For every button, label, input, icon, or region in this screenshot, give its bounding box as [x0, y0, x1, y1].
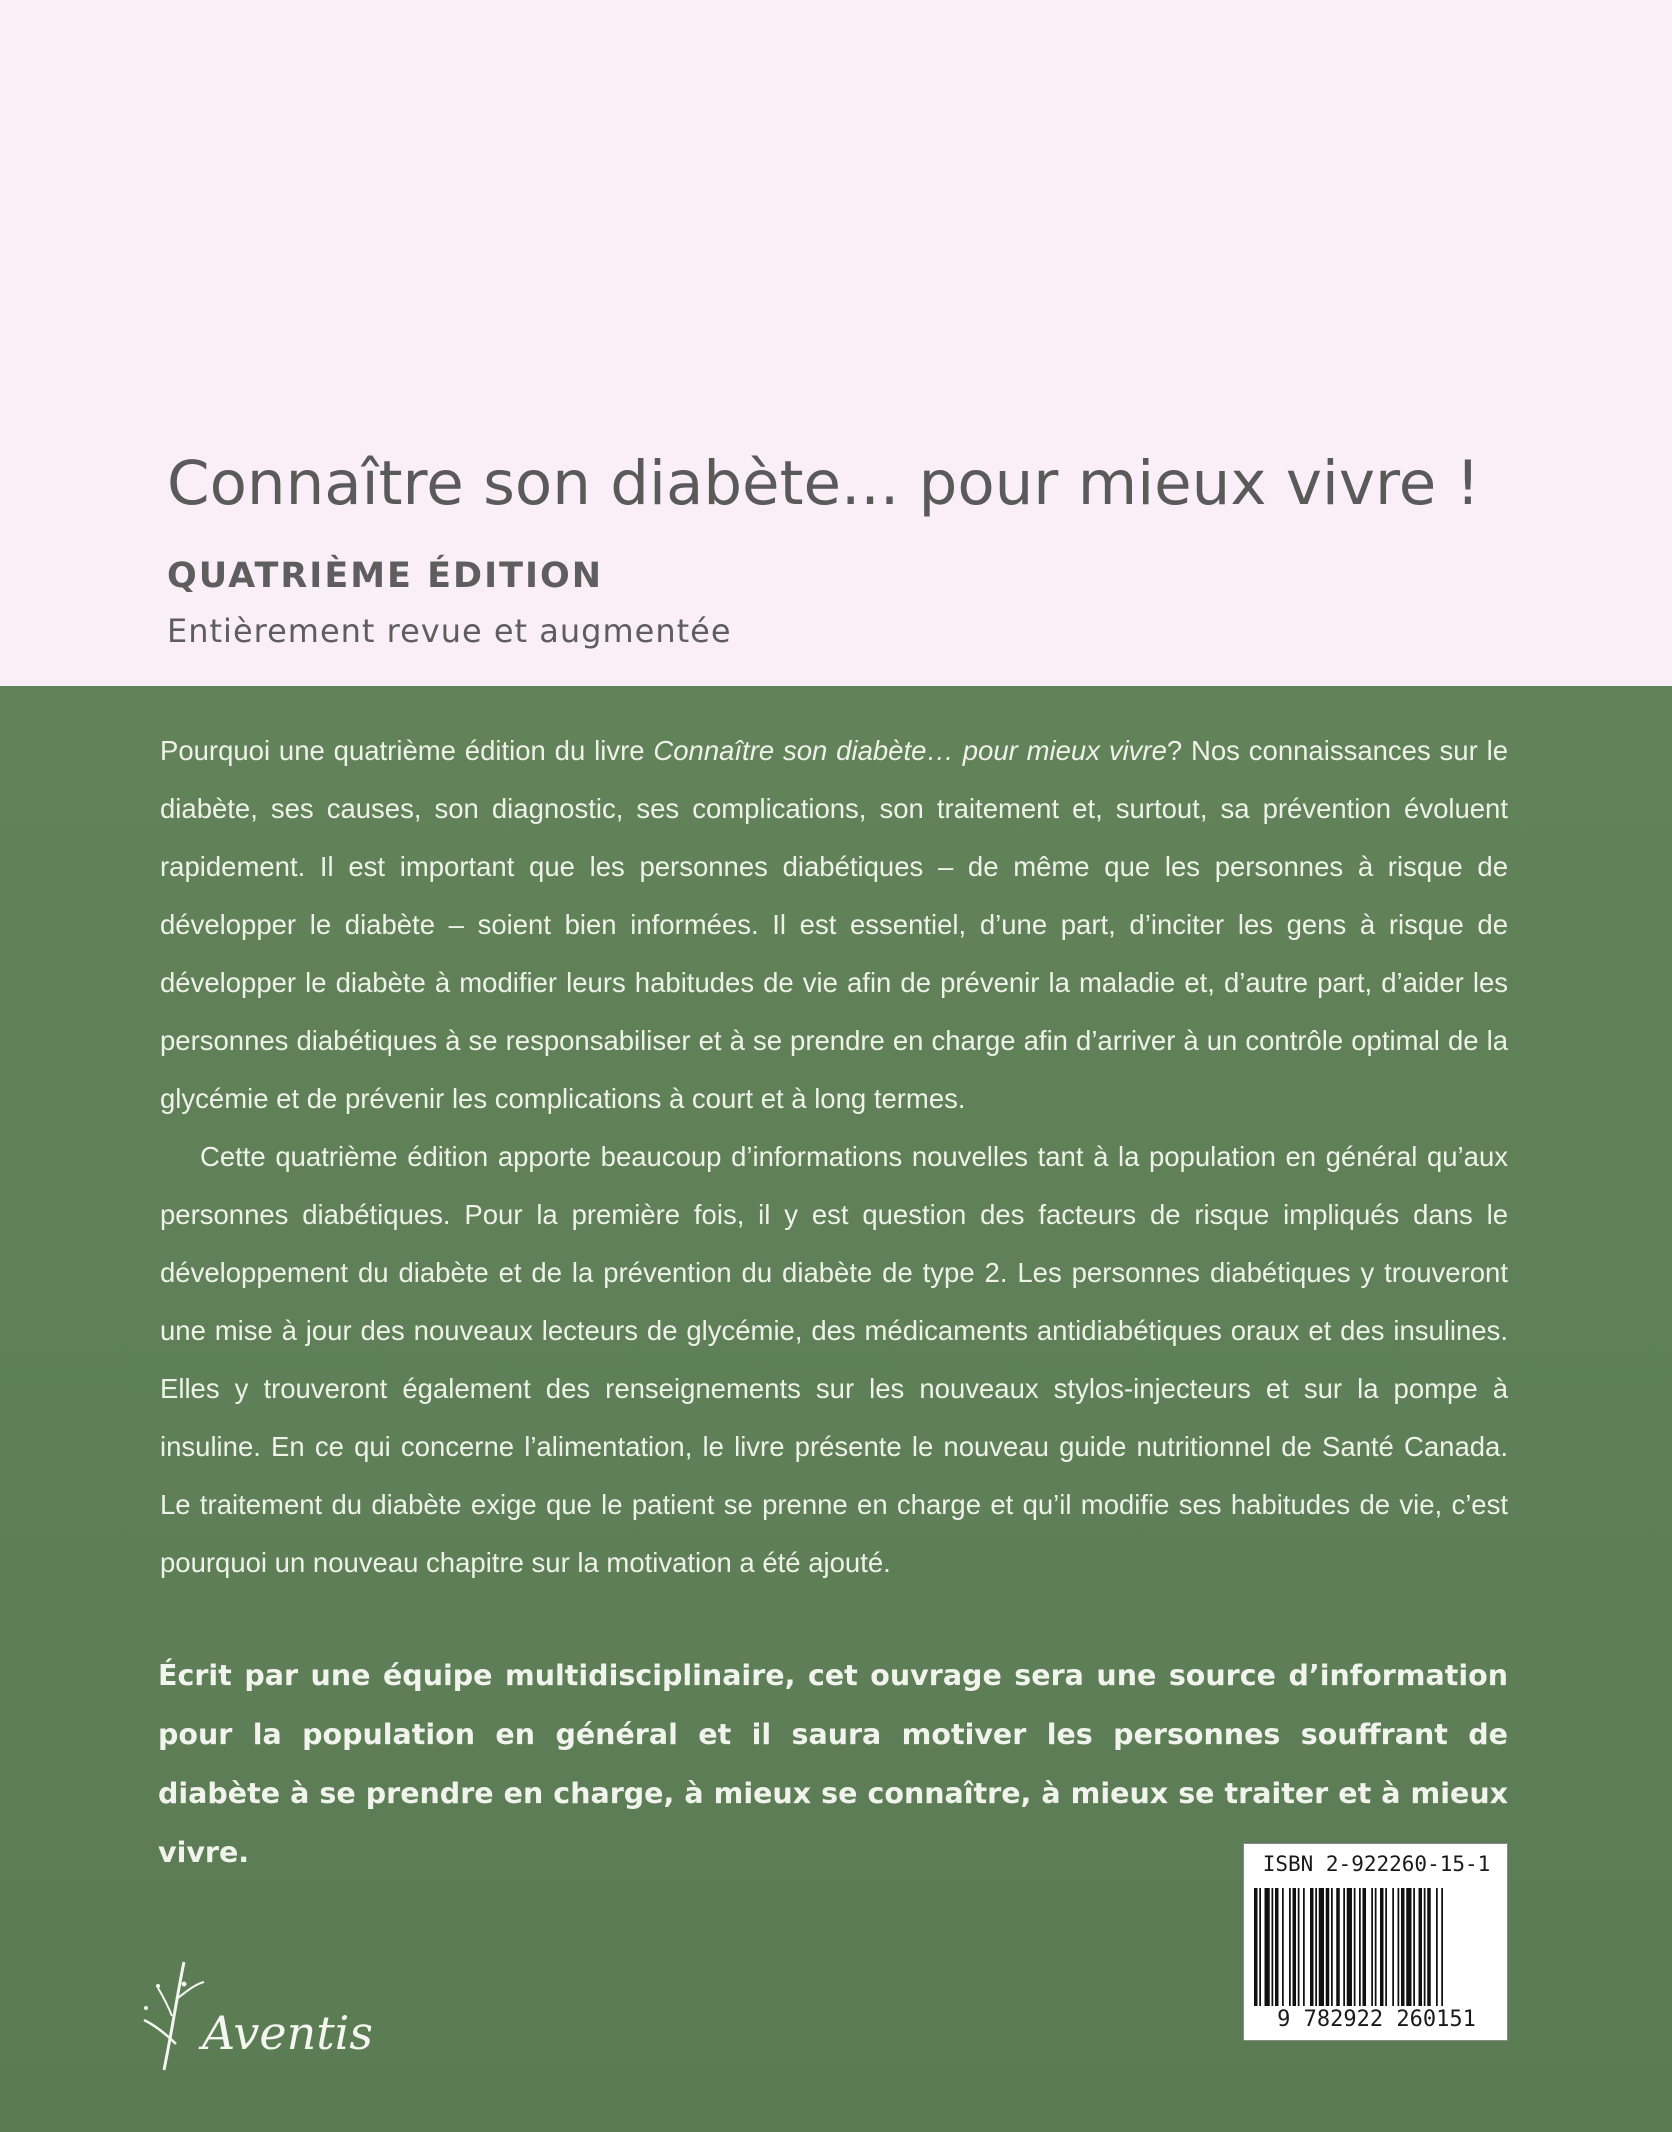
barcode-bar	[1385, 1888, 1387, 2006]
barcode-bar	[1326, 1888, 1330, 2006]
barcode-bar	[1380, 1888, 1384, 2006]
barcode-bar	[1371, 1888, 1373, 2006]
barcode-bars	[1254, 1888, 1498, 2006]
barcode-bar	[1398, 1888, 1400, 2006]
top-panel	[0, 0, 1672, 686]
barcode-bar	[1375, 1888, 1377, 2006]
barcode-bar	[1424, 1888, 1426, 2006]
barcode-bar	[1315, 1888, 1317, 2006]
barcode-bar	[1354, 1888, 1356, 2006]
barcode-bar	[1363, 1888, 1367, 2006]
barcode-bar	[1331, 1888, 1333, 2006]
barcode-bar	[1392, 1888, 1394, 2006]
barcode-bar	[1293, 1888, 1297, 2006]
barcode-bar	[1289, 1888, 1291, 2006]
isbn-number: ISBN 2-922260-15-1	[1262, 1852, 1491, 1876]
paragraph-1-start: Pourquoi une quatrième édition du livre	[160, 735, 654, 766]
edition-subtitle: Entièrement revue et augmentée	[167, 612, 732, 650]
barcode-bar	[1254, 1888, 1258, 2006]
barcode-bar	[1298, 1888, 1300, 2006]
barcode-bar	[1282, 1888, 1284, 2006]
barcode-bar	[1436, 1888, 1438, 2006]
paragraph-1-book-title: Connaître son diabète… pour mieux vivre	[653, 735, 1167, 766]
barcode-bar	[1310, 1888, 1314, 2006]
publisher-logo	[138, 1960, 373, 2080]
barcode-bar	[1343, 1888, 1345, 2006]
book-title: Connaître son diabète... pour mieux vivre !	[167, 448, 1481, 519]
barcode-bar	[1359, 1888, 1361, 2006]
publisher-name: Aventis	[202, 2006, 373, 2060]
barcode-bar	[1406, 1888, 1411, 2006]
closing-paragraph: Écrit par une équipe multidisciplinaire, cet ouvrage sera une source d’information pour la population en général et il saura motiver les personnes souffrant de diabète à se prendre en charge, à mieux se connaître, à mieux se traiter et à mieux vivre.	[158, 1659, 1508, 1869]
barcode-bar	[1419, 1888, 1423, 2006]
barcode-bar	[1265, 1888, 1270, 2006]
barcode-bar	[1336, 1888, 1340, 2006]
barcode-bar	[1303, 1888, 1305, 2006]
barcode-bar	[1272, 1888, 1274, 2006]
barcode-bar	[1413, 1888, 1415, 2006]
paragraph-1	[160, 722, 1508, 1128]
barcode-bar	[1275, 1888, 1279, 2006]
barcode-bar	[1347, 1888, 1352, 2006]
description-text	[160, 722, 1508, 1592]
edition-label: QUATRIÈME ÉDITION	[167, 556, 604, 596]
paragraph-1-rest: ? Nos connaissances sur le diabète, ses causes, son diagnostic, ses complications, son traitement et, surtout, sa prévention évoluent rapidement. Il est important que les personnes diabétiques – de même que les personnes à risque de développer le diabète – soient bien informées. Il est essentiel, d’une part, d’inciter les gens à risque de développer le diabète à modifier leurs habitudes de vie afin de prévenir la maladie et, d’autre part, d’aider les personnes diabétiques à se responsabiliser et à se prendre en charge afin d’arriver à un contrôle optimal de la glycémie et de prévenir les complications à court et à long termes.	[160, 735, 1508, 1114]
aventis-leaf-icon	[138, 1960, 208, 2080]
barcode-bar	[1441, 1888, 1443, 2006]
isbn-barcode	[1243, 1843, 1508, 2041]
barcode-bar	[1427, 1888, 1431, 2006]
barcode-bar	[1259, 1888, 1261, 2006]
barcode-bar	[1401, 1888, 1405, 2006]
paragraph-2: Cette quatrième édition apporte beaucoup d’informations nouvelles tant à la population en général qu’aux personnes diabétiques. Pour la première fois, il y est question des facteurs de risque impliqués dans le développement du diabète et de la prévention du diabète de type 2. Les personnes diabétiques y trouveront une mise à jour des nouveaux lecteurs de glycémie, des médicaments antidiabétiques oraux et des insulines. Elles y trouveront également des renseignements sur les nouveaux stylos-injecteurs et sur la pompe à insuline. En ce qui concerne l’alimentation, le livre présente le nouveau guide nutritionnel de Santé Canada. Le traitement du diabète exige que le patient se prenne en charge et qu’il modifie ses habitudes de vie, c’est pourquoi un nouveau chapitre sur la motivation a été ajouté.	[160, 1141, 1508, 1578]
barcode-bar	[1319, 1888, 1324, 2006]
ean-number: 9 782922 260151	[1277, 2007, 1476, 2032]
